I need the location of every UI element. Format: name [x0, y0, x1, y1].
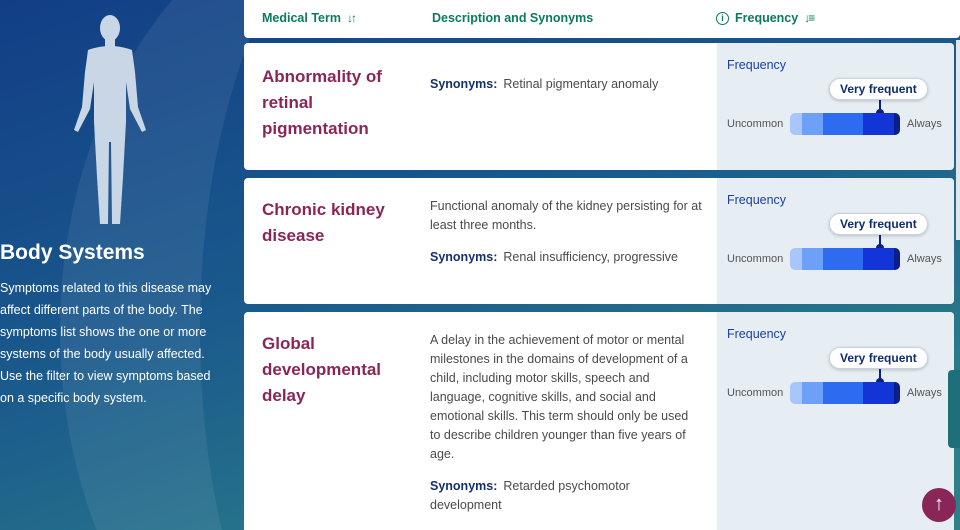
frequency-segment — [863, 113, 894, 135]
scrollbar[interactable] — [956, 40, 960, 240]
human-body-icon — [60, 12, 160, 230]
frequency-segment — [802, 113, 823, 135]
frequency-segment — [863, 382, 894, 404]
description-column — [430, 197, 702, 267]
frequency-segment — [823, 382, 863, 404]
frequency-segment — [894, 248, 900, 270]
synonyms-label: Synonyms: — [430, 250, 498, 264]
frequency-title: Frequency — [727, 193, 787, 207]
description-text: A delay in the achievement of motor or mental milestones in the domains of development of a child, including motor skills, speech and language, cognitive skills, and social and emotional skills. This term should only be used to describe children younger than five years of age. — [430, 333, 689, 461]
medical-term: Global developmental delay — [262, 334, 382, 405]
frequency-column — [717, 312, 954, 530]
table-row — [244, 43, 954, 170]
description-text: Functional anomaly of the kidney persisting for at least three months. — [430, 199, 702, 232]
frequency-scale-bar — [790, 248, 900, 270]
side-feedback-tab[interactable] — [948, 370, 960, 448]
frequency-title: Frequency — [727, 58, 787, 72]
scale-low-label: Uncommon — [727, 118, 784, 130]
column-header-description — [432, 11, 593, 25]
column-header-term-label: Medical Term — [262, 11, 341, 25]
synonyms-line — [430, 248, 702, 267]
frequency-segment — [894, 113, 900, 135]
frequency-scale-bar — [790, 382, 900, 404]
body-systems-description: Symptoms related to this disease may affect different parts of the body. The symptoms list shows the one or more systems of the body usually affected. Use the filter to view symptoms based on a specific body system. — [0, 281, 212, 405]
table-row — [244, 178, 954, 304]
column-header-frequency-label: Frequency — [735, 11, 799, 25]
synonyms-text: Retarded psychomotor development — [430, 479, 630, 512]
description-column — [430, 75, 702, 94]
column-header-frequency[interactable] — [716, 11, 813, 25]
frequency-segment — [894, 382, 900, 404]
frequency-column — [717, 178, 954, 304]
synonyms-label: Synonyms: — [430, 479, 498, 493]
synonyms-text: Retinal pigmentary anomaly — [503, 77, 659, 91]
column-header-term[interactable] — [262, 11, 355, 25]
scale-high-label: Always — [907, 118, 942, 130]
synonyms-label: Synonyms: — [430, 77, 498, 91]
frequency-title: Frequency — [727, 327, 787, 341]
frequency-segment — [790, 248, 802, 270]
frequency-segment — [863, 248, 894, 270]
frequency-scale-bar — [790, 113, 900, 135]
synonyms-text: Renal insufficiency, progressive — [503, 250, 679, 264]
frequency-segment — [823, 248, 863, 270]
frequency-segment — [790, 113, 802, 135]
medical-term: Abnormality of retinal pigmentation — [262, 67, 382, 138]
frequency-segment — [823, 113, 863, 135]
scale-high-label: Always — [907, 387, 942, 399]
medical-term: Chronic kidney disease — [262, 200, 385, 245]
synonyms-line — [430, 477, 702, 515]
scale-low-label: Uncommon — [727, 253, 784, 265]
scale-low-label: Uncommon — [727, 387, 784, 399]
frequency-value-badge: Very frequent — [829, 347, 928, 369]
frequency-value-badge: Very frequent — [829, 78, 928, 100]
frequency-segment — [802, 248, 823, 270]
sort-arrows-icon[interactable]: ↓↑ — [346, 11, 355, 25]
column-header-description-label: Description and Synonyms — [432, 11, 594, 25]
arrow-up-icon[interactable]: ↑ — [922, 488, 956, 522]
synonyms-line — [430, 75, 702, 94]
frequency-segment — [802, 382, 823, 404]
frequency-column — [717, 43, 954, 170]
frequency-segment — [790, 382, 802, 404]
table-header — [244, 0, 960, 38]
sort-descending-icon[interactable]: ↓≡ — [804, 11, 814, 25]
description-column — [430, 331, 702, 515]
body-systems-panel — [0, 0, 240, 530]
scale-high-label: Always — [907, 253, 942, 265]
frequency-value-badge: Very frequent — [829, 213, 928, 235]
body-systems-title: Body Systems — [0, 241, 145, 264]
table-row — [244, 312, 954, 530]
info-icon[interactable]: i — [716, 12, 729, 25]
